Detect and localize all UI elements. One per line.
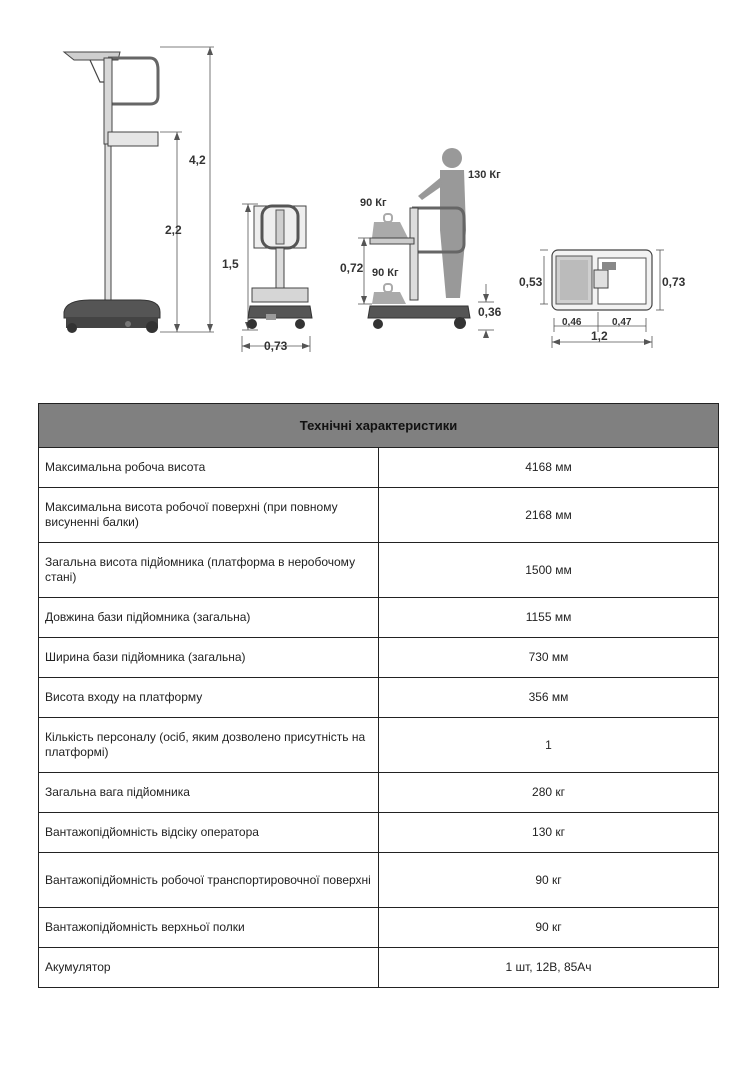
spec-label: Ширина бази підйомника (загальна) xyxy=(39,638,379,678)
spec-label: Акумулятор xyxy=(39,948,379,988)
spec-row xyxy=(39,718,719,773)
spec-value: 4168 мм xyxy=(379,448,719,488)
spec-value: 1 шт, 12В, 85Ач xyxy=(379,948,719,988)
top-depth-inner-label: 0,53 xyxy=(519,275,543,289)
shelf-load-label: 90 Кг xyxy=(372,267,399,279)
spec-row xyxy=(39,598,719,638)
spec-value: 90 кг xyxy=(379,908,719,948)
spec-label: Максимальна робоча висота xyxy=(39,448,379,488)
side-height-total-label: 4,2 xyxy=(189,153,206,167)
spec-row xyxy=(39,638,719,678)
step-height-label: 0,36 xyxy=(478,305,502,319)
spec-table-title: Технічні характеристики xyxy=(39,404,719,448)
spec-row xyxy=(39,488,719,543)
spec-label: Загальна вага підйомника xyxy=(39,773,379,813)
spec-row xyxy=(39,813,719,853)
side-height-work-label: 2,2 xyxy=(165,223,182,237)
spec-table-body xyxy=(39,448,719,988)
spec-label: Максимальна висота робочої поверхні (при повному висуненні балки) xyxy=(39,488,379,543)
spec-label: Вантажопідйомність відсіку оператора xyxy=(39,813,379,853)
spec-value: 1 xyxy=(379,718,719,773)
spec-row xyxy=(39,448,719,488)
top-length-label: 1,2 xyxy=(591,329,608,343)
spec-row xyxy=(39,773,719,813)
front-height-label: 1,5 xyxy=(222,257,239,271)
spec-table-header xyxy=(39,404,719,448)
product-drawings xyxy=(0,0,753,380)
operator-load-label: 130 Кг xyxy=(468,169,501,181)
spec-label: Кількість персоналу (осіб, яким дозволено присутність на платформі) xyxy=(39,718,379,773)
spec-value: 730 мм xyxy=(379,638,719,678)
spec-label: Вантажопідйомність робочої транспортировочної поверхні xyxy=(39,853,379,908)
spec-value: 2168 мм xyxy=(379,488,719,543)
spec-row xyxy=(39,908,719,948)
spec-table xyxy=(38,403,719,988)
load-view-lift xyxy=(340,148,502,338)
front-width-label: 0,73 xyxy=(264,339,288,353)
spec-value: 1155 мм xyxy=(379,598,719,638)
spec-value: 356 мм xyxy=(379,678,719,718)
front-view-lift xyxy=(222,204,312,353)
top-len-a-label: 0,46 xyxy=(562,317,582,328)
spec-row xyxy=(39,948,719,988)
tray-load-label: 90 Кг xyxy=(360,197,387,209)
spec-row xyxy=(39,543,719,598)
spec-label: Загальна висота підйомника (платформа в неробочому стані) xyxy=(39,543,379,598)
tray-height-label: 0,72 xyxy=(340,261,364,275)
top-view-lift xyxy=(519,250,686,348)
side-view-lift xyxy=(64,47,214,333)
top-depth-outer-label: 0,73 xyxy=(662,275,686,289)
spec-row xyxy=(39,678,719,718)
spec-value: 130 кг xyxy=(379,813,719,853)
spec-value: 90 кг xyxy=(379,853,719,908)
spec-label: Довжина бази підйомника (загальна) xyxy=(39,598,379,638)
spec-value: 1500 мм xyxy=(379,543,719,598)
spec-label: Висота входу на платформу xyxy=(39,678,379,718)
spec-label: Вантажопідйомність верхньої полки xyxy=(39,908,379,948)
spec-row xyxy=(39,853,719,908)
spec-value: 280 кг xyxy=(379,773,719,813)
top-len-b-label: 0,47 xyxy=(612,317,632,328)
